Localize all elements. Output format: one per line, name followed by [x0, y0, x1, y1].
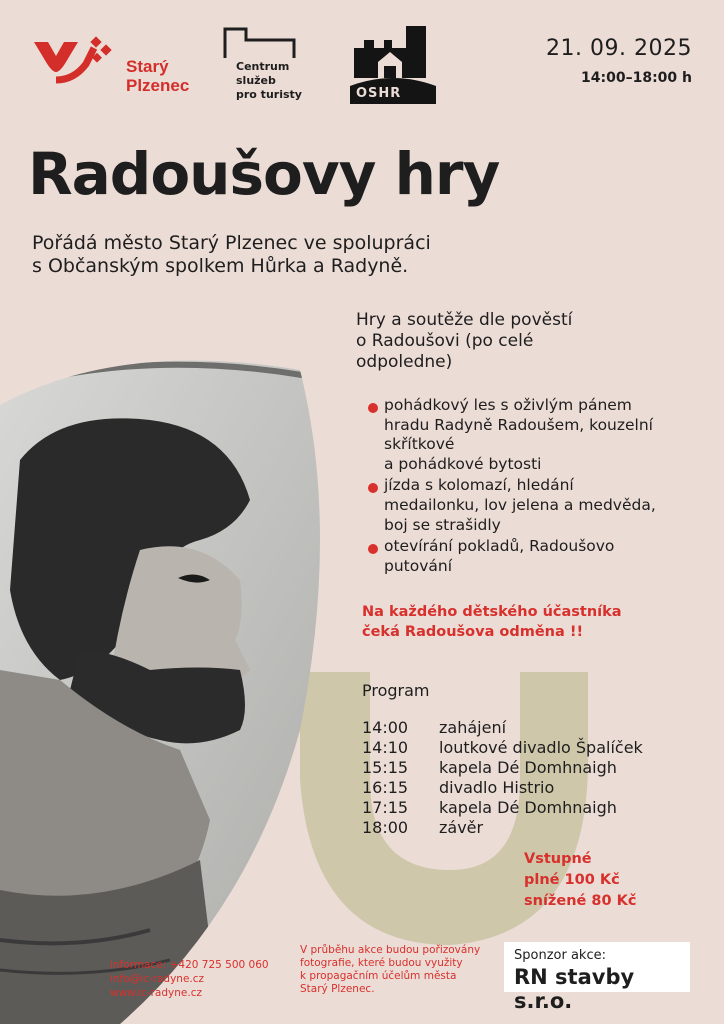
- list-item-line: boj se strašidly: [384, 515, 501, 534]
- schedule-event: kapela Dé Domhnaigh: [439, 758, 617, 777]
- csp-logo-text: [236, 60, 302, 102]
- csp-logo-icon: [222, 26, 298, 58]
- list-item-line: otevírání pokladů, Radoušovo: [384, 537, 615, 556]
- schedule-event: závěr: [439, 818, 484, 837]
- contact-email: info@ic-radyne.cz: [110, 973, 205, 985]
- schedule-time: 15:15: [362, 758, 409, 777]
- schedule-row: [362, 758, 643, 778]
- photo-notice-line: k propagačním účelům města: [300, 970, 457, 982]
- schedule-event: divadlo Histrio: [439, 778, 555, 797]
- sponsor-box: [504, 942, 690, 1013]
- stary-plzenec-logo-text: [126, 57, 189, 95]
- photo-notice-line: V průběhu akce budou pořizovány: [300, 944, 481, 956]
- schedule-row: [362, 798, 643, 818]
- schedule-time: 14:10: [362, 738, 409, 757]
- ticket-reduced-price: snížené 80 Kč: [524, 893, 637, 909]
- organizer-line-2: s Občanským spolkem Hůrka a Radyně.: [32, 255, 409, 277]
- contact-info: [110, 958, 269, 1000]
- contact-web: www.ic-radyne.cz: [110, 987, 202, 999]
- games-heading-line: o Radoušovi (po celé: [356, 331, 534, 351]
- schedule-row: [362, 718, 643, 738]
- list-item-line: putování: [384, 556, 453, 575]
- list-item: [368, 476, 713, 535]
- schedule-time: 16:15: [362, 778, 409, 797]
- schedule-time: 14:00: [362, 718, 409, 737]
- reward-notice: [362, 602, 622, 642]
- logo-line-2: Plzenec: [126, 76, 190, 95]
- list-item-line: a pohádkové bytosti: [384, 454, 542, 473]
- reward-line-1: Na každého dětského účastníka: [362, 604, 622, 620]
- schedule-time: 17:15: [362, 798, 409, 817]
- oshr-logo-text: OSHR: [356, 86, 402, 101]
- ticket-label: Vstupné: [524, 851, 592, 867]
- schedule-event: zahájení: [439, 718, 507, 737]
- program-heading: Program: [362, 681, 430, 700]
- list-item: [368, 537, 713, 576]
- schedule-event: kapela Dé Domhnaigh: [439, 798, 617, 817]
- csp-line-1: Centrum: [236, 60, 290, 73]
- photo-notice-line: fotografie, které budou využity: [300, 957, 463, 969]
- schedule-row: [362, 818, 643, 838]
- list-item-line: hradu Radyně Radoušem, kouzelní: [384, 415, 653, 434]
- sponsor-name: RN stavby s.r.o.: [514, 965, 635, 1013]
- photo-notice-line: Starý Plzenec.: [300, 983, 375, 995]
- schedule-row: [362, 778, 643, 798]
- organizer-line-1: Pořádá město Starý Plzenec ve spolupráci: [32, 232, 431, 254]
- logo-line-1: Starý: [126, 57, 169, 76]
- stary-plzenec-logo-icon: [34, 34, 120, 92]
- ticket-full-price: plné 100 Kč: [524, 872, 620, 888]
- event-date: 21. 09. 2025: [546, 36, 692, 61]
- list-item-line: jízda s kolomazí, hledání: [384, 476, 574, 495]
- program-schedule: [362, 718, 643, 838]
- list-item-line: medailonku, lov jelena a medvěda,: [384, 495, 656, 514]
- contact-phone: informace: +420 725 500 060: [110, 959, 269, 971]
- ticket-prices: [524, 849, 636, 912]
- event-time: 14:00–18:00 h: [581, 70, 692, 86]
- list-item-line: skřítkové: [384, 435, 455, 454]
- organizer-text: [32, 232, 431, 278]
- reward-line-2: čeká Radoušova odměna !!: [362, 624, 584, 640]
- list-item: [368, 396, 713, 474]
- photo-notice: [300, 944, 480, 996]
- games-heading-line: odpoledne): [356, 352, 453, 372]
- games-heading: [356, 310, 572, 373]
- schedule-event: loutkové divadlo Špalíček: [439, 738, 643, 757]
- radous-portrait-image: [0, 350, 370, 1024]
- schedule-row: [362, 738, 643, 758]
- list-item-line: pohádkový les s oživlým pánem: [384, 396, 632, 414]
- schedule-time: 18:00: [362, 818, 409, 837]
- csp-line-3: pro turisty: [236, 88, 302, 101]
- games-list: [368, 396, 713, 578]
- csp-line-2: služeb: [236, 74, 276, 87]
- games-heading-line: Hry a soutěže dle pověstí: [356, 310, 573, 330]
- sponsor-label: Sponzor akce:: [514, 948, 606, 963]
- page-title: Radoušovy hry: [28, 140, 500, 208]
